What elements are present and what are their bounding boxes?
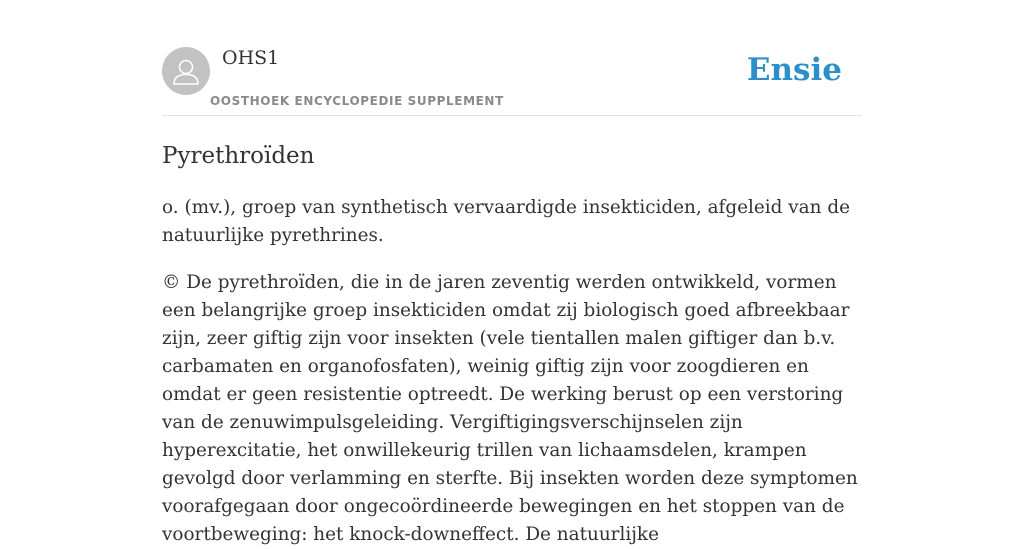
page-title: Pyrethroïden <box>162 143 315 169</box>
ensie-logo[interactable]: Ensie <box>746 52 842 88</box>
user-avatar-icon[interactable] <box>162 47 210 95</box>
article-paragraph: o. (mv.), groep van synthetisch vervaardigde insekticiden, afgeleid van de natuurlijke pyrethrines. <box>162 197 850 246</box>
header <box>162 0 862 116</box>
page <box>162 0 862 549</box>
article-paragraph: © De pyrethroïden, die in de jaren zeventig werden ontwikkeld, vormen een belangrijke groep insekticiden omdat zij biologisch goed afbreekbaar zijn, zeer giftig zijn voor insekten (vele tientallen malen giftiger dan b.v. carbamaten en organofosfaten), weinig giftig zijn voor zoogdieren en omdat er geen resistentie optreedt. De werking berust op een verstoring van de zenuwimpulsgeleiding. Vergiftigingsverschijnselen zijn hyperexcitatie, het onwillekeurig trillen van lichaamsdelen, krampen gevolgd door verlamming en sterfte. Bij insekten worden deze symptomen voorafgegaan door ongecoördineerde bewegingen en het stoppen van de voortbeweging: het knock-downeffect. De natuurlijke <box>162 272 858 545</box>
source-code[interactable]: OHS1 <box>222 47 280 69</box>
person-icon <box>162 47 210 95</box>
source-name[interactable]: OOSTHOEK ENCYCLOPEDIE SUPPLEMENT <box>210 94 504 108</box>
